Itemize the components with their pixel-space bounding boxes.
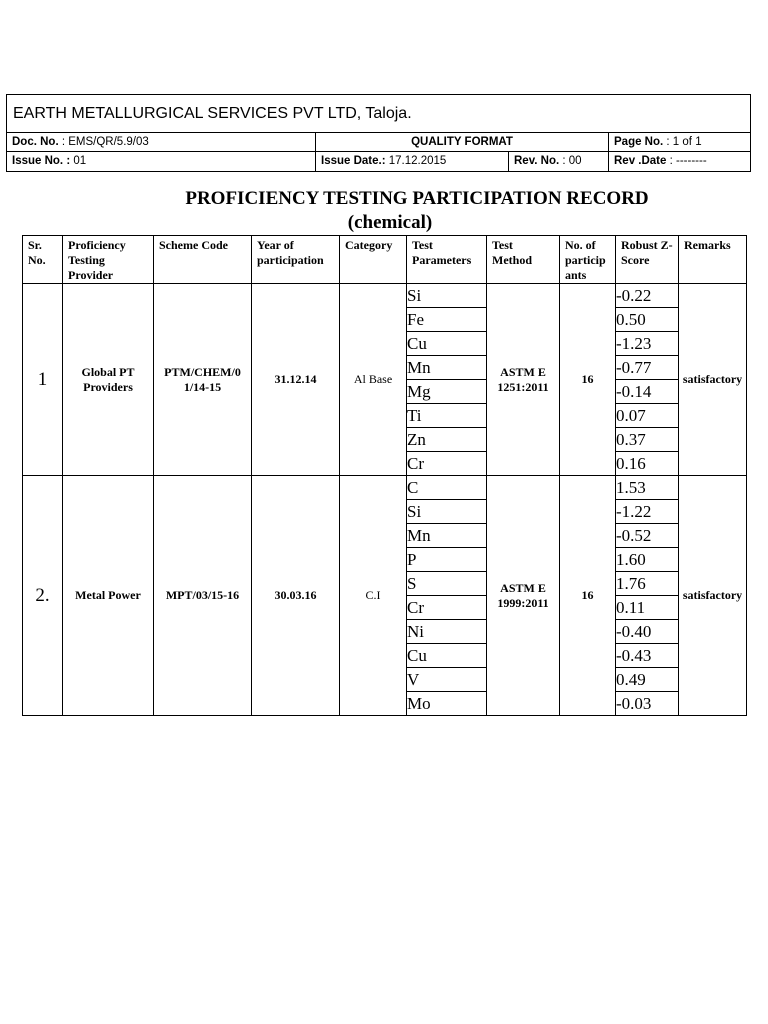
method-cell: ASTM E 1251:2011 (487, 284, 560, 476)
zscore-cell: -0.40 (616, 620, 679, 644)
pt-record-table (22, 235, 747, 716)
issue-date-cell (316, 152, 509, 171)
participants-cell: 16 (560, 284, 616, 476)
param-cell: P (407, 548, 487, 572)
zscore-cell: 0.49 (616, 668, 679, 692)
param-cell: Mo (407, 692, 487, 716)
rev-date-cell (609, 152, 750, 171)
year-cell: 30.03.16 (252, 476, 340, 716)
param-cell: Mn (407, 356, 487, 380)
category-cell: C.I (340, 476, 407, 716)
remarks-cell: satisfactory (679, 284, 747, 476)
issue-no-cell (7, 152, 316, 171)
rev-no-value: : 00 (562, 155, 582, 167)
col-zscore: Robust Z-Score (616, 236, 679, 284)
issue-no-label: Issue No. : (12, 155, 71, 167)
table-row (23, 476, 747, 500)
param-cell: Cu (407, 644, 487, 668)
param-cell: Cu (407, 332, 487, 356)
zscore-cell: -0.22 (616, 284, 679, 308)
rev-no-label: Rev. No. (514, 155, 560, 167)
table-row (23, 284, 747, 308)
col-sr: Sr. No. (23, 236, 63, 284)
sr-cell: 1 (23, 284, 63, 476)
param-cell: C (407, 476, 487, 500)
zscore-cell: 1.60 (616, 548, 679, 572)
col-category: Category (340, 236, 407, 284)
col-provider: Proficiency Testing Provider (63, 236, 154, 284)
col-params: Test Parameters (407, 236, 487, 284)
zscore-cell: -0.43 (616, 644, 679, 668)
table-body (23, 284, 747, 716)
col-remarks: Remarks (679, 236, 747, 284)
param-cell: Ni (407, 620, 487, 644)
doc-no-value: : EMS/QR/5.9/03 (61, 136, 149, 148)
param-cell: S (407, 572, 487, 596)
provider-cell: Metal Power (63, 476, 154, 716)
param-cell: Si (407, 500, 487, 524)
issue-date-label: Issue Date.: (321, 155, 386, 167)
page-no-label: Page No. (614, 136, 664, 148)
header-row-doc (7, 133, 750, 152)
zscore-cell: -0.77 (616, 356, 679, 380)
zscore-cell: 1.53 (616, 476, 679, 500)
rev-no-cell (509, 152, 609, 171)
scheme-cell: MPT/03/15-16 (154, 476, 252, 716)
zscore-cell: 0.50 (616, 308, 679, 332)
col-year: Year of participation (252, 236, 340, 284)
col-method: Test Method (487, 236, 560, 284)
zscore-cell: 0.16 (616, 452, 679, 476)
sr-cell: 2. (23, 476, 63, 716)
param-cell: Ti (407, 404, 487, 428)
issue-date-value: 17.12.2015 (388, 155, 447, 167)
zscore-cell: -0.52 (616, 524, 679, 548)
page-no-cell (609, 133, 750, 151)
scheme-cell: PTM/CHEM/0 1/14-15 (154, 284, 252, 476)
param-cell: Cr (407, 596, 487, 620)
param-cell: Si (407, 284, 487, 308)
provider-cell: Global PT Providers (63, 284, 154, 476)
table-header-row (23, 236, 747, 284)
document-header (6, 94, 751, 172)
header-row-issue (7, 152, 750, 171)
doc-no-label: Doc. No. (12, 136, 59, 148)
zscore-cell: -1.23 (616, 332, 679, 356)
company-name: EARTH METALLURGICAL SERVICES PVT LTD, Taloja. (7, 95, 750, 133)
zscore-cell: -1.22 (616, 500, 679, 524)
method-cell: ASTM E 1999:2011 (487, 476, 560, 716)
param-cell: V (407, 668, 487, 692)
rev-date-label: Rev .Date (614, 155, 667, 167)
param-cell: Mn (407, 524, 487, 548)
zscore-cell: 0.07 (616, 404, 679, 428)
zscore-cell: 0.11 (616, 596, 679, 620)
rev-date-value: : -------- (669, 155, 707, 167)
year-cell: 31.12.14 (252, 284, 340, 476)
page-no-value: : 1 of 1 (666, 136, 702, 148)
col-participants: No. of particip ants (560, 236, 616, 284)
param-cell: Zn (407, 428, 487, 452)
category-cell: Al Base (340, 284, 407, 476)
participants-cell: 16 (560, 476, 616, 716)
page-title: PROFICIENCY TESTING PARTICIPATION RECORD (185, 188, 649, 209)
param-cell: Fe (407, 308, 487, 332)
quality-format: QUALITY FORMAT (316, 133, 609, 151)
remarks-cell: satisfactory (679, 476, 747, 716)
col-scheme: Scheme Code (154, 236, 252, 284)
param-cell: Mg (407, 380, 487, 404)
zscore-cell: 0.37 (616, 428, 679, 452)
param-cell: Cr (407, 452, 487, 476)
zscore-cell: 1.76 (616, 572, 679, 596)
issue-no-value: 01 (73, 155, 87, 167)
doc-no-cell (7, 133, 316, 151)
zscore-cell: -0.14 (616, 380, 679, 404)
page-subtitle: (chemical) (347, 212, 433, 233)
zscore-cell: -0.03 (616, 692, 679, 716)
